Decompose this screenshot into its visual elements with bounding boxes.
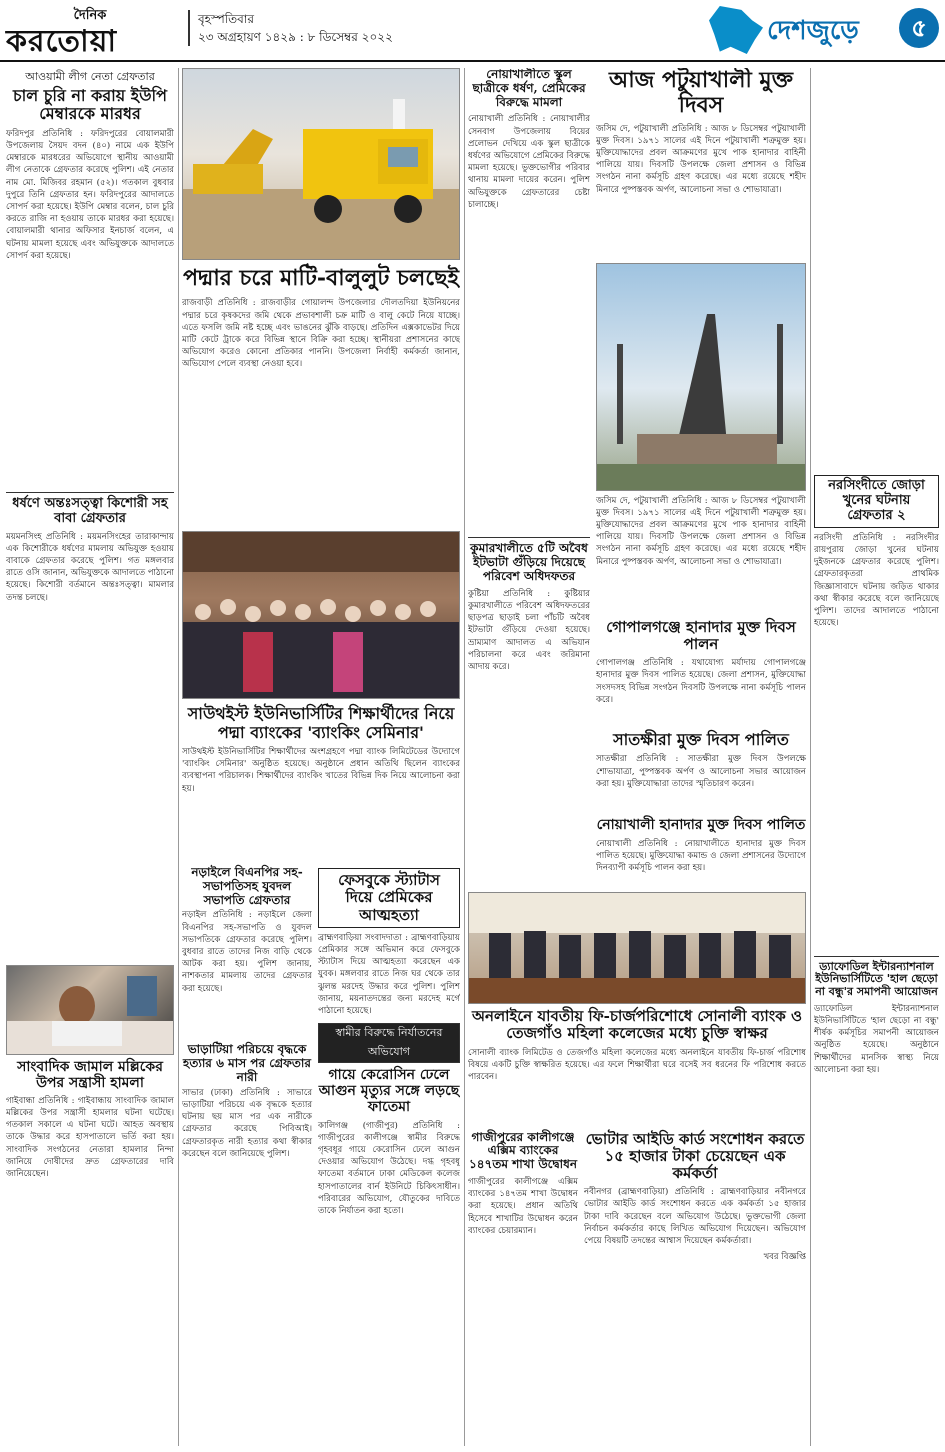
story-headline: নরসিংদীতে জোড়া খুনের ঘটনায় গ্রেফতার ২ [828, 478, 925, 523]
story-body: সোনালী ব্যাংক লিমিটেড ও তেজগাঁও মহিলা কলেজের মধ্যে অনলাইনে যাবতীয় ফি-চার্জ পরিশোধ বিষয়ে একটি চুক্তি স্বাক্ষরিত হয়েছে। এর ফলে শিক্ষার্থীরা ঘরে বসেই সব ধরনের ফি পরিশোধ করতে পারবেন। [468, 1047, 806, 1082]
logo-big-text: করতোয়া [6, 24, 118, 59]
divider [468, 537, 590, 538]
story-body: ব্রাহ্মণবাড়িয়া সংবাদদাতা : ব্রাহ্মণবাড়িয়ায় প্রেমিকার সঙ্গে অভিমান করে ফেসবুকে স্ট্যাটাস দিয়ে আত্মহত্যা করেছেন এক যুবক। মঙ্গলবার রাতে নিজ ঘর থেকে তার ঝুলন্ত মরদেহ উদ্ধার করে পুলিশ। পুলিশ জানায়, ময়নাতদন্তের জন্য মরদেহ মর্গে পাঠানো হয়েছে। [318, 932, 460, 1017]
story-body: কালিগঞ্জ (গাজীপুর) প্রতিনিধি : গাজীপুরের কালীগঞ্জে স্বামীর বিরুদ্ধে গৃহবধূর গায়ে কেরোসিন ঢেলে আগুন দেওয়ার অভিযোগ উঠেছে। দগ্ধ গৃহবধূ ফাতেমা বর্তমানে ঢাকা মেডিকেল কলেজ হাসপাতালের বার্ন ইউনিটে চিকিৎসাধীন। পরিবারের অভিযোগ, যৌতুকের দাবিতে তাকে নির্যাতন করা হতো। [318, 1120, 460, 1216]
photo-illustration [469, 893, 805, 1003]
column-4 [596, 68, 806, 888]
section-name: দেশজুড়ে [767, 16, 859, 46]
story-body: সাতক্ষীরা প্রতিনিধি : সাতক্ষীরা মুক্ত দিবস উপলক্ষে শোভাযাত্রা, পুষ্পস্তবক অর্পণ ও আলোচনা সভার আয়োজন করা হয়। মুক্তিযোদ্ধারা তাদের স্মৃতিচারণ করেন। [596, 754, 806, 789]
story-body: গাইবান্ধা প্রতিনিধি : গাইবান্ধায় সাংবাদিক জামাল মল্লিকের উপর সন্ত্রাসী হামলার ঘটনা ঘটেছে। গতকাল সকালে এ ঘটনা ঘটে। আহত অবস্থায় তাকে উদ্ধার করে হাসপাতালে ভর্তি করা হয়। সাংবাদিক সংগঠনের নেতারা হামলার নিন্দা জানিয়ে দোষীদের দ্রুত গ্রেফতারের দাবি জানিয়েছেন। [6, 1095, 174, 1180]
story-headline: চাল চুরি না করায় ইউপি মেম্বারকে মারধর [13, 86, 167, 124]
injured-journalist-photo [6, 965, 174, 1055]
story-body: কুষ্টিয়া প্রতিনিধি : কুষ্টিয়ার কুমারখালীতে পরিবেশ অধিদফতরের ছাড়পত্র ছাড়াই চলা পাঁচটি অবৈধ ইটভাটা গুঁড়িয়ে দেওয়া হয়েছে। ভ্রাম্যমাণ আদালত এ অভিযান পরিচালনা করে এবং জরিমানা আদায় করে। [468, 588, 590, 672]
story-headline: আজ পটুয়াখালী মুক্ত দিবস [608, 68, 794, 119]
story-body: ফরিদপুর প্রতিনিধি : ফরিদপুরের বোয়ালমারী উপজেলায় সৈয়দ বদন (৪০) নামে এক ইউপি মেম্বারকে মারধরের অভিযোগে স্থানীয় আওয়ামী লীগ নেতাকে গ্রেফতার করেছে পুলিশ। এই নেতার নাম মো. মিজিবর রহমান (৫২)। গতকাল বুধবার দুপুরে তিনি গ্রেফতার হন। ফরিদপুরের আদালতে সোপর্দ করা হয়েছে। ইউপি মেম্বার বলেন, চাল চুরি করতে রাজি না হওয়ায় তাকে মারধর করা হয়েছে। বোয়ালমারী থানার অফিসার ইনচার্জ বলেন, এ ঘটনায় মামলা হয়েছে এবং অভিযুক্তকে আদালতে সোপর্দ করা হয়েছে। [6, 128, 174, 261]
story-headline: সাউথইস্ট ইউনিভার্সিটির শিক্ষার্থীদের নিয়ে পদ্মা ব্যাংকের 'ব্যাংকিং সেমিনার' [187, 704, 455, 742]
story-headline: ভাড়াটিয়া পরিচয়ে বৃদ্ধকে হত্যার ৬ মাস পর গ্রেফতার নারী [183, 1042, 311, 1085]
story-kicker: স্বামীর বিরুদ্ধে নির্যাতনের অভিযোগ [318, 1023, 460, 1063]
page-number: ৫ [899, 8, 939, 48]
column-1 [6, 68, 174, 1446]
story-headline-box [814, 475, 939, 528]
story-headline: কুমারখালীতে ৫টি অবৈধ ইটভাটা গুঁড়িয়ে দিয়েছে পরিবেশ অধিদফতর [470, 541, 588, 583]
story-headline: সাংবাদিক জামাল মল্লিকের উপর সন্ত্রাসী হামলা [17, 1058, 163, 1091]
story-body: নড়াইল প্রতিনিধি : নড়াইলে জেলা বিএনপির সহ-সভাপতি ও যুবদল সভাপতিকে গ্রেফতার করেছে পুলিশ। বুধবার রাতে তাদের নিজ বাড়ি থেকে আটক করা হয়। পুলিশ জানায়, নাশকতার মামলায় তাদের গ্রেফতার করা হয়েছে। [182, 910, 312, 994]
story-body: নবীনগর (ব্রাহ্মণবাড়িয়া) প্রতিনিধি : ব্রাহ্মণবাড়িয়ার নবীনগরে ভোটার আইডি কার্ড সংশোধন করতে এক কর্মকর্তা ১৫ হাজার টাকা দাবি করেছেন বলে অভিযোগ উঠেছে। ভুক্তভোগী জেলা নির্বাচন কর্মকর্তার কাছে লিখিত অভিযোগ দিয়েছেন। অভিযোগ পেয়ে বিষয়টি তদন্তের আশ্বাস দিয়েছেন কর্মকর্তারা। [584, 1187, 806, 1247]
photo-illustration [597, 264, 805, 490]
story-headline: গোপালগঞ্জে হানাদার মুক্ত দিবস পালন [606, 617, 796, 653]
story-headline: ভোটার আইডি কার্ড সংশোধন করতে ১৫ হাজার টাকা চেয়েছেন এক কর্মকর্তা [585, 1129, 805, 1182]
divider [6, 492, 174, 493]
story-body: নোয়াখালী প্রতিনিধি : নোয়াখালীতে হানাদার মুক্ত দিবস পালিত হয়েছে। মুক্তিযোদ্ধা কমান্ড ও জেলা প্রশাসনের উদ্যোগে দিনব্যাপী কর্মসূচি পালন করা হয়। [596, 838, 806, 873]
story-headline: ফেসবুকে স্ট্যাটাস দিয়ে প্রেমিকের আত্মহত্যা [338, 871, 440, 924]
story-body: সাউথইস্ট ইউনিভার্সিটির শিক্ষার্থীদের অংশগ্রহণে পদ্মা ব্যাংক লিমিটেডের উদ্যোগে 'ব্যাংকিং সেমিনার' অনুষ্ঠিত হয়েছে। অনুষ্ঠানে প্রধান অতিথি ছিলেন ব্যাংকের ব্যবস্থাপনা পরিচালক। শিক্ষার্থীদের ব্যাংকিং খাতের বিভিন্ন দিক নিয়ে আলোচনা করা হয়। [182, 747, 460, 794]
divider [814, 956, 939, 957]
story-body: সাভার (ঢাকা) প্রতিনিধি : সাভারে ভাড়াটিয়া পরিচয়ে এক বৃদ্ধকে হত্যার ঘটনায় ছয় মাস পর এক নারীকে গ্রেফতার করেছে পিবিআই। গ্রেফতারকৃত নারী হত্যার কথা স্বীকার করেছেন বলে জানিয়েছে পুলিশ। [182, 1087, 312, 1159]
masthead [0, 0, 945, 62]
column-3 [468, 68, 590, 888]
weekday: বৃহস্পতিবার [198, 12, 254, 26]
story-body: গাজীপুরের কালীগঞ্জে এক্সিম ব্যাংকের ১৪৭তম শাখা উদ্বোধন করা হয়েছে। প্রধান অতিথি হিসেবে শাখাটির উদ্বোধন করেন ব্যাংকের চেয়ারম্যান। [468, 1176, 578, 1236]
section-header [709, 4, 939, 56]
bottom-right-block [468, 892, 806, 1446]
story-headline: ধর্ষণে অন্তঃসত্ত্বা কিশোরী সহ বাবা গ্রেফতার [12, 495, 168, 526]
date: ২৩ অগ্রহায়ণ ১৪২৯ : ৮ ডিসেম্বর ২০২২ [198, 30, 393, 44]
column-rule [178, 68, 179, 1446]
story-headline: অনলাইনে যাবতীয় ফি-চার্জপরিশোধে সোনালী ব্যাংক ও তেজগাঁও মহিলা কলেজের মধ্যে চুক্তি স্বাক্ষর [472, 1007, 802, 1043]
column-5 [814, 475, 939, 1445]
story-headline: নড়াইলে বিএনপির সহ-সভাপতিসহ যুবদল সভাপতি গ্রেফতার [191, 865, 303, 907]
story-headline: ড্যাফোডিল ইন্টারন্যাশনাল ইউনিভার্সিটিতে 'হাল ছেড়ো না বন্ধু'র সমাপনী আয়োজন [815, 959, 938, 999]
story-body: গোপালগঞ্জ প্রতিনিধি : যথাযোগ্য মর্যাদায় গোপালগঞ্জে হানাদার মুক্ত দিবস পালিত হয়েছে। জেলা প্রশাসন, মুক্তিযোদ্ধা সংসদসহ বিভিন্ন সংগঠন দিবসটি উপলক্ষে নানা কর্মসূচি পালন করে। [596, 658, 806, 705]
photo-illustration [183, 69, 459, 259]
story-headline: পদ্মার চরে মাটি-বালুলুট চলছেই [183, 265, 459, 291]
story-body: ময়মনসিংহ প্রতিনিধি : ময়মনসিংহের তারাকান্দায় এক কিশোরীকে ধর্ষণের মামলায় অভিযুক্ত হওয়ায় বাবাকে গ্রেফতার করেছে পুলিশ। গত মঙ্গলবার রাতে ওসি জানান, অভিযুক্তকে আদালতে পাঠানো হয়েছে। কিশোরী বর্তমানে অন্তঃসত্ত্বা। মামলার তদন্ত চলছে। [6, 531, 174, 603]
story-headline: সাতক্ষীরা মুক্ত দিবস পালিত [613, 730, 789, 750]
bangladesh-map-icon [709, 6, 763, 54]
monument-photo [596, 263, 806, 491]
agreement-signing-photo [468, 892, 806, 1004]
excavator-truck-photo [182, 68, 460, 260]
photo-illustration [183, 532, 459, 698]
story-body: জসিম দে, পটুয়াখালী প্রতিনিধি : আজ ৮ ডিসেম্বর পটুয়াখালী মুক্ত দিবস। ১৯৭১ সালের এই দিনে পটুয়াখালী শত্রুমুক্ত হয়। মুক্তিযোদ্ধাদের প্রবল আক্রমণের মুখে পাক হানাদার বাহিনী পালিয়ে যায়। দিবসটি উপলক্ষে জেলা প্রশাসন ও বিভিন্ন সংগঠন নানা কর্মসূচি গ্রহণ করেছে। এর মধ্যে রয়েছে শহীদ মিনারে পুষ্পস্তবক অর্পণ, আলোচনা সভা ও শোভাযাত্রা। [596, 123, 806, 195]
facebook-story-box [318, 868, 460, 928]
story-headline: গাজীপুরের কালীগঞ্জে এক্সিম ব্যাংকের ১৪৭তম শাখা উদ্বোধন [468, 1129, 577, 1172]
column-rule [464, 68, 465, 1446]
story-kicker: আওয়ামী লীগ নেতা গ্রেফতার [25, 70, 155, 83]
story-body: নরসিংদী প্রতিনিধি : নরসিংদীর রায়পুরায় জোড়া খুনের ঘটনায় দুইজনকে গ্রেফতার করেছে পুলিশ। গ্রেফতারকৃতরা প্রাথমিক জিজ্ঞাসাবাদে ঘটনায় জড়িত থাকার কথা স্বীকার করেছে বলে জানিয়েছে পুলিশ। তাদের আদালতে পাঠানো হয়েছে। [814, 532, 939, 629]
column-2 [182, 68, 460, 1446]
footer-credit: খবর বিজ্ঞপ্তি [763, 1252, 806, 1263]
story-headline: নোয়াখালী হানাদার মুক্ত দিবস পালিত [596, 817, 806, 834]
column-rule [810, 68, 811, 1446]
seminar-group-photo [182, 531, 460, 699]
newspaper-logo [6, 6, 174, 59]
logo-small-text: দৈনিক [73, 8, 107, 23]
date-block [188, 10, 393, 46]
story-body: রাজবাড়ী প্রতিনিধি : রাজবাড়ীর গোয়ালন্দ উপজেলার দৌলতদিয়া ইউনিয়নের পদ্মার চরে কৃষকদের জমি থেকে প্রভাবশালী চক্র মাটি ও বালু কেটে নিয়ে যাচ্ছে। এতে ফসলি জমি নষ্ট হচ্ছে এবং ভাঙনের ঝুঁকি বাড়ছে। প্রতিদিন এক্সকাভেটর দিয়ে মাটি কেটে ট্রাকে করে বিভিন্ন স্থানে বিক্রি করা হচ্ছে। স্থানীয়রা প্রশাসনের কাছে অভিযোগ করেও কোনো প্রতিকার পাননি। উপজেলা নির্বাহী কর্মকর্তা জানান, অভিযোগ পেলে ব্যবস্থা নেওয়া হবে। [182, 298, 460, 370]
story-body-continued: জসিম দে, পটুয়াখালী প্রতিনিধি : আজ ৮ ডিসেম্বর পটুয়াখালী মুক্ত দিবস। ১৯৭১ সালের এই দিনে পটুয়াখালী শত্রুমুক্ত হয়। মুক্তিযোদ্ধাদের প্রবল আক্রমণের মুখে পাক হানাদার বাহিনী পালিয়ে যায়। দিবসটি উপলক্ষে জেলা প্রশাসন ও বিভিন্ন সংগঠন নানা কর্মসূচি গ্রহণ করেছে। এর মধ্যে রয়েছে শহীদ মিনারে পুষ্পস্তবক অর্পণ, আলোচনা সভা ও শোভাযাত্রা। [596, 495, 806, 567]
story-body: ড্যাফোডিল ইন্টারন্যাশনাল ইউনিভার্সিটিতে 'হাল ছেড়ো না বন্ধু' শীর্ষক কর্মসূচির সমাপনী আয়োজন অনুষ্ঠিত হয়েছে। অনুষ্ঠানে শিক্ষার্থীদের মানসিক স্বাস্থ্য নিয়ে আলোচনা করা হয়। [814, 1003, 939, 1075]
story-headline: নোয়াখালীতে স্কুল ছাত্রীকে ধর্ষণ, প্রেমিকের বিরুদ্ধে মামলা [472, 68, 586, 109]
story-body: নোয়াখালী প্রতিনিধি : নোয়াখালীর সেনবাগ উপজেলায় বিয়ের প্রলোভন দেখিয়ে এক স্কুল ছাত্রীকে ধর্ষণের অভিযোগে প্রেমিকের বিরুদ্ধে মামলা হয়েছে। ভুক্তভোগীর পরিবার থানায় মামলা দায়ের করেন। পুলিশ অভিযুক্তকে গ্রেফতারের চেষ্টা চালাচ্ছে। [468, 114, 590, 210]
photo-illustration [7, 966, 173, 1054]
story-headline: গায়ে কেরোসিন ঢেলে আগুন মৃত্যুর সঙ্গে লড়ছে ফাতেমা [318, 1067, 460, 1116]
